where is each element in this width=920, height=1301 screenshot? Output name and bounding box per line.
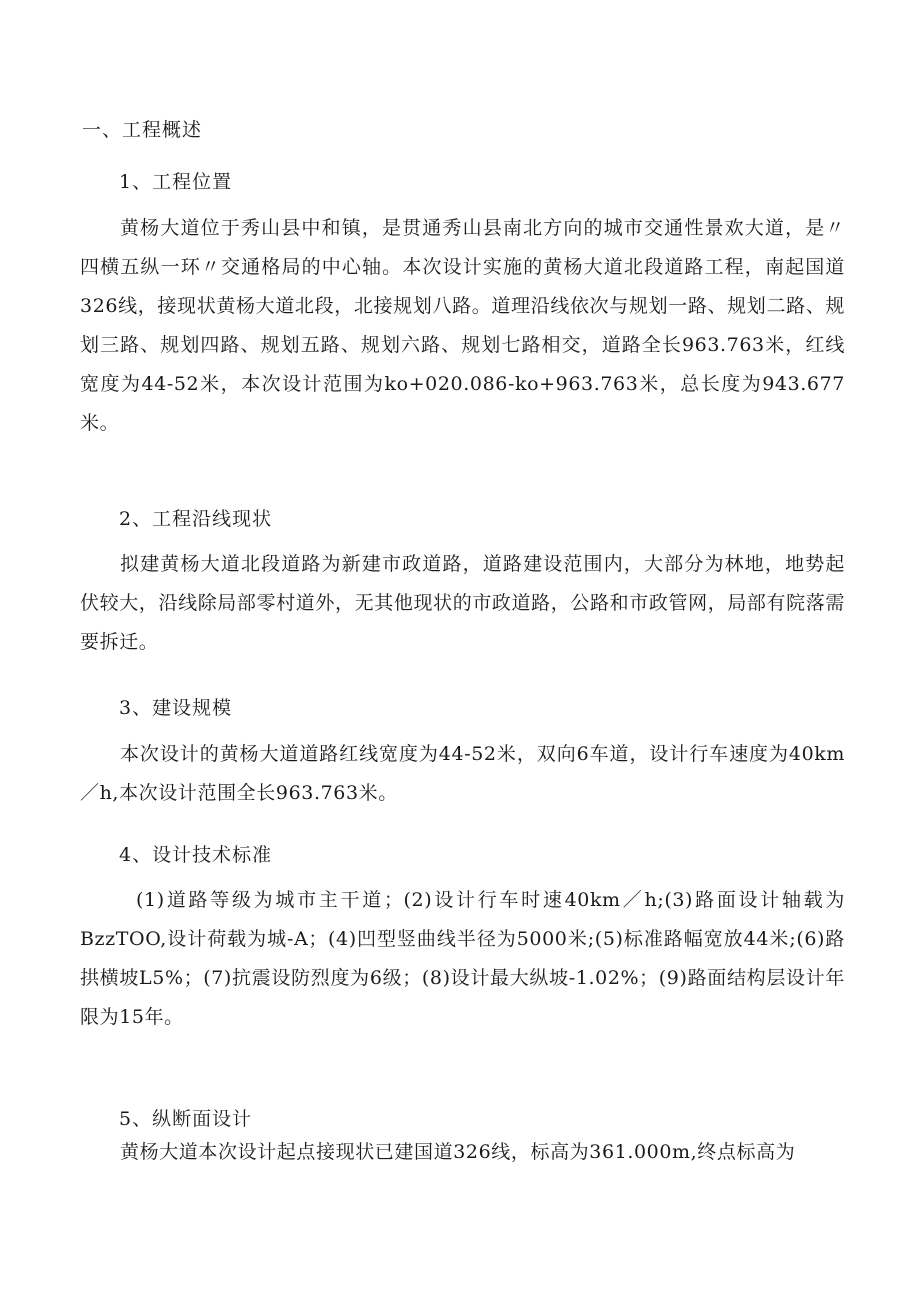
subsection-heading-status: 2、工程沿线现状 [119, 508, 273, 530]
paragraph-status: 拟建黄杨大道北段道路为新建市政道路，道路建设范围内，大部分为林地，地势起伏较大，沿线除局部零村道外，无其他现状的市政道路，公路和市政管网，局部有院落需要拆迁。 [80, 553, 845, 653]
subsection-heading-location: 1、工程位置 [119, 171, 233, 193]
paragraph-profile: 黄杨大道本次设计起点接现状已建国道326线，标高为361.000m,终点标高为 [120, 1141, 796, 1163]
subsection-heading-standards: 4、设计技术标准 [119, 844, 273, 866]
paragraph-scale: 本次设计的黄杨大道道路红线宽度为44-52米，双向6车道，设计行车速度为40km／h,本次设计范围全长963.763米。 [80, 743, 845, 804]
subsection-heading-profile: 5、纵断面设计 [119, 1108, 253, 1130]
paragraph-standards: (1)道路等级为城市主干道；(2)设计行车时速40km／h;(3)路面设计轴载为BzzTOO,设计荷载为城-A；(4)凹型竖曲线半径为5000米;(5)标准路幅宽放44米;(6)路拱横坡L5%；(7)抗震设防烈度为6级；(8)设计最大纵坡-1.02%；(9)路面结构层设计年限为15年。 [80, 889, 845, 1028]
section-title: 一、工程概述 [82, 119, 203, 141]
paragraph-location: 黄杨大道位于秀山县中和镇，是贯通秀山县南北方向的城市交通性景欢大道，是〃四横五纵一环〃交通格局的中心轴。本次设计实施的黄杨大道北段道路工程，南起国道326线，接现状黄杨大道北段，北接规划八路。道理沿线依次与规划一路、规划二路、规划三路、规划四路、规划五路、规划六路、规划七路相交，道路全长963.763米，红线宽度为44-52米，本次设计范围为ko+020.086-ko+963.763米，总长度为943.677米。 [80, 217, 845, 434]
subsection-heading-scale: 3、建设规模 [119, 697, 233, 719]
